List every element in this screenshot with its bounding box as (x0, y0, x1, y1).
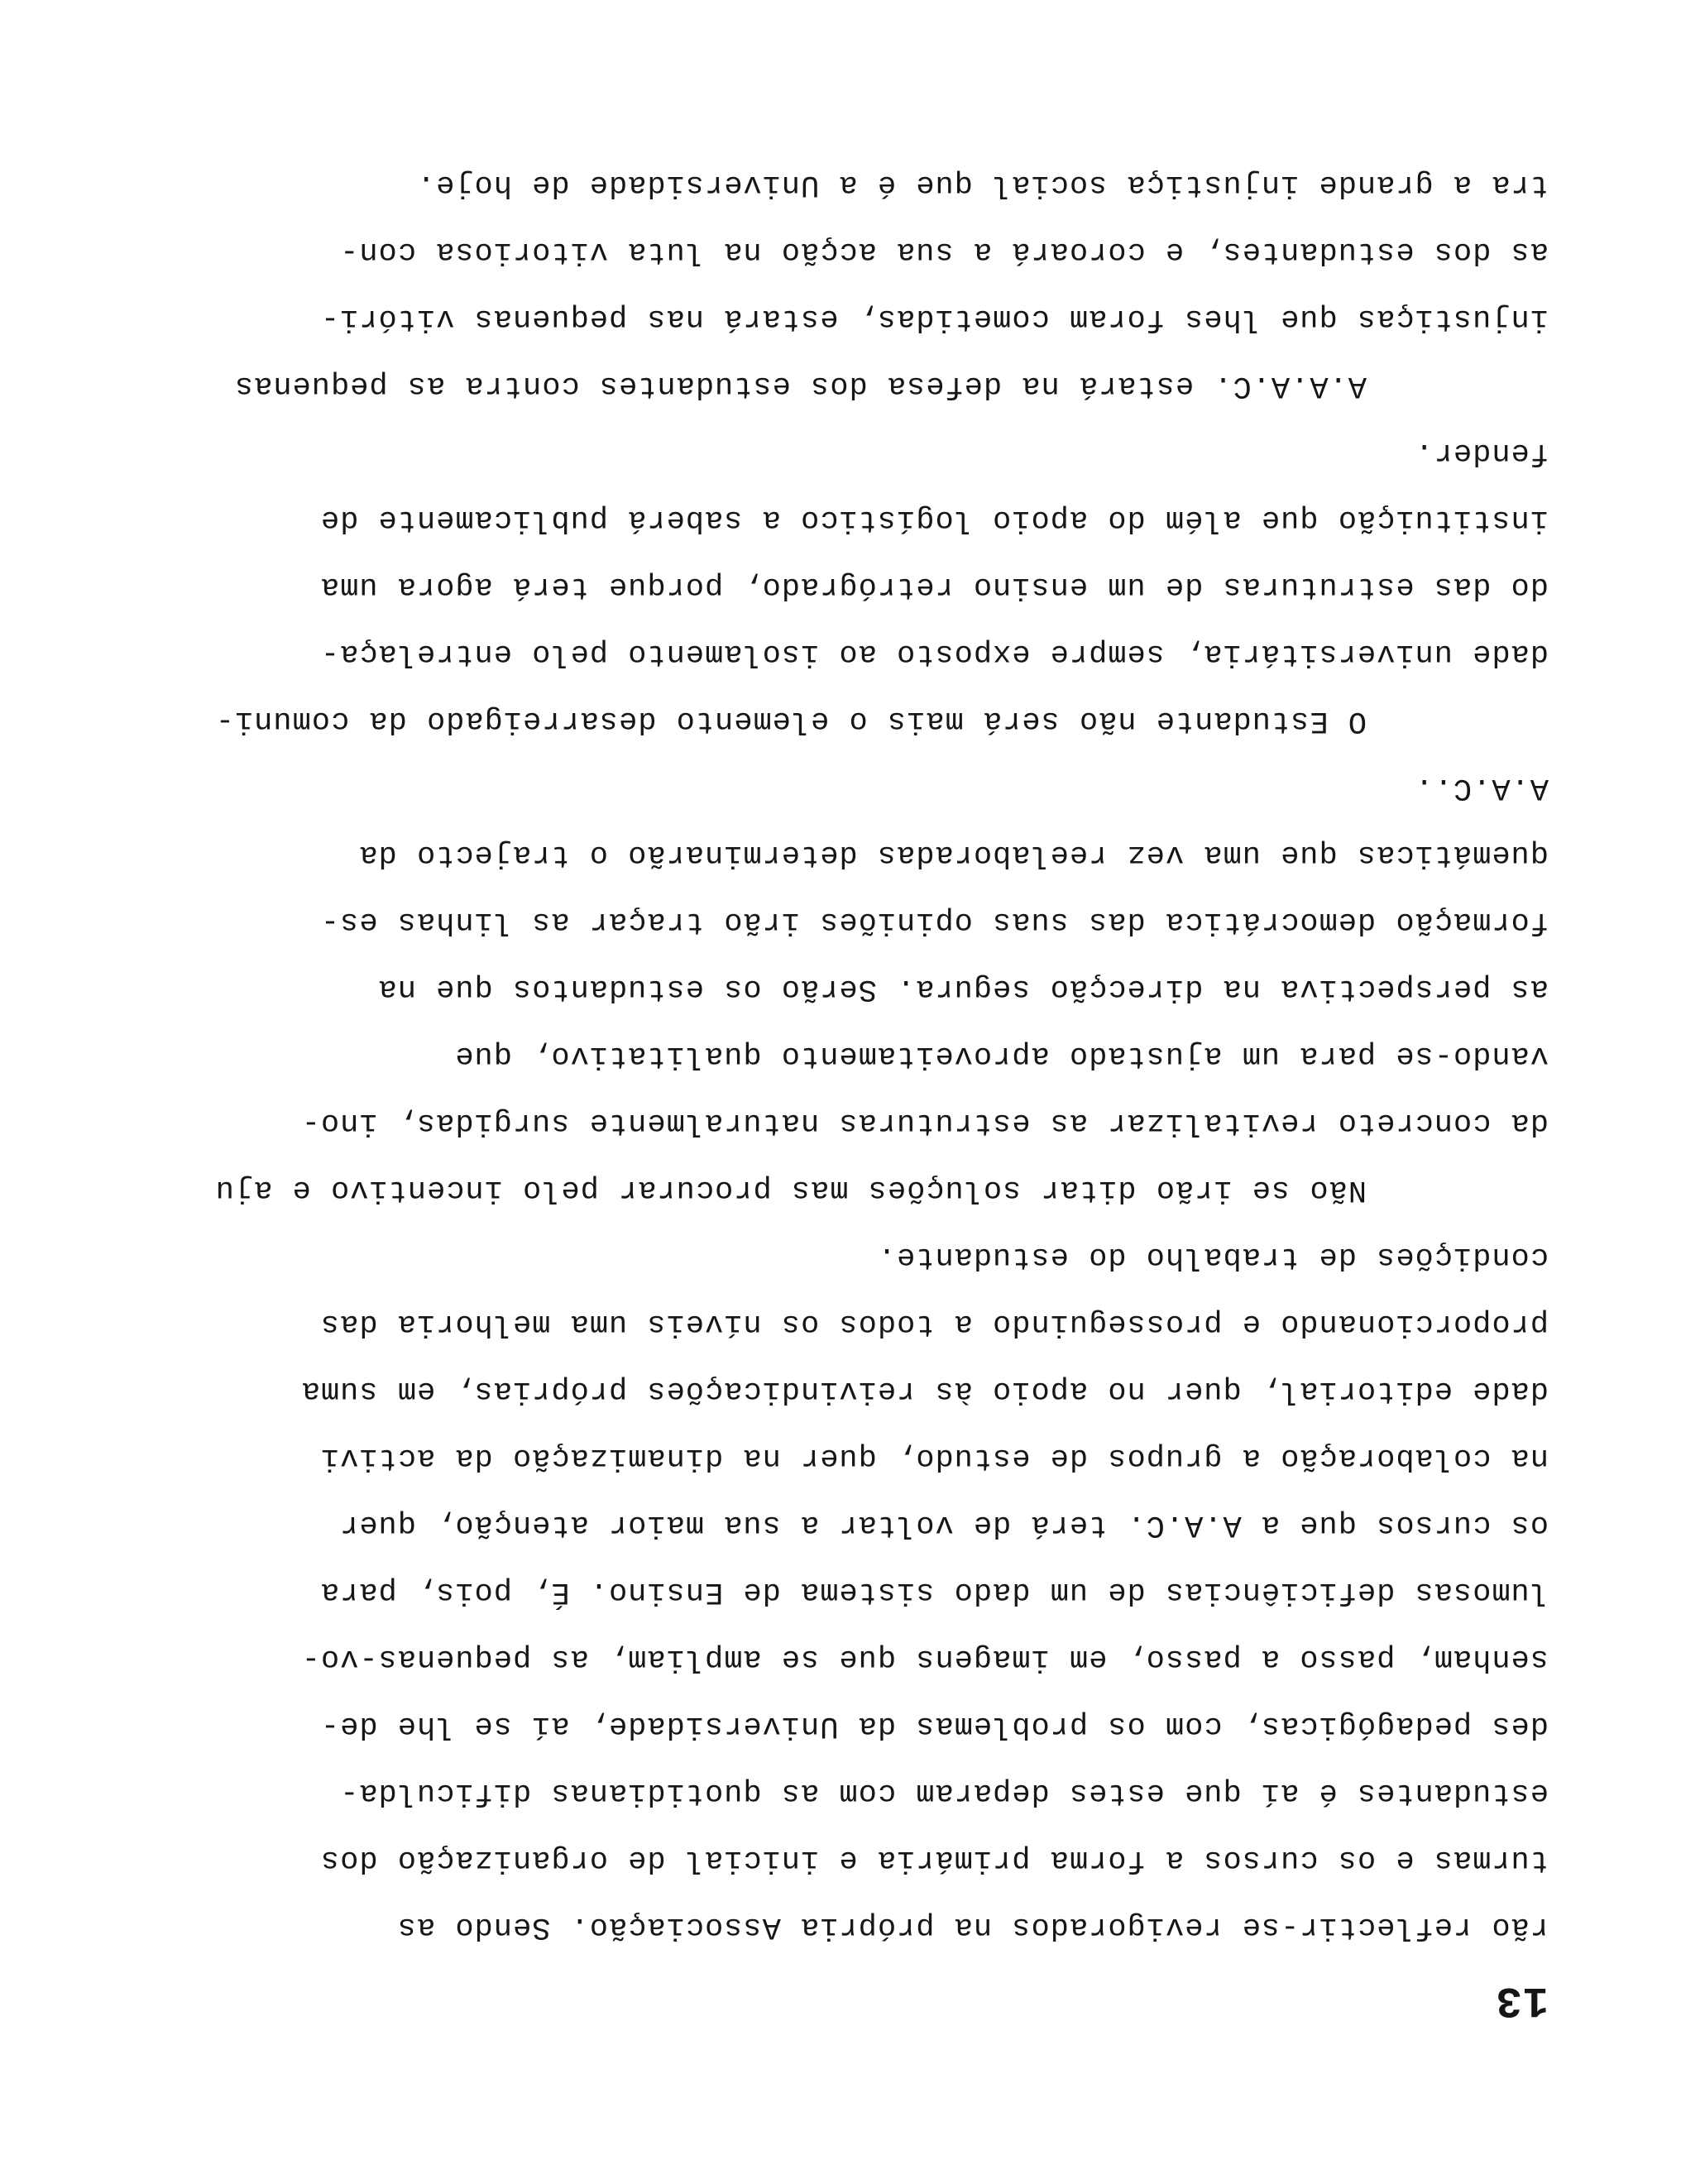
text-line: des pedagógicas, com os problemas da Universidade, aí se lhe de- (319, 1708, 1549, 1743)
text-line: proporcionando e prosseguindo a todos os níveis uma melhoria das (319, 1306, 1549, 1341)
text-line: injustiças que lhes foram cometidas, estará nas pequenas vitóri- (319, 301, 1549, 336)
text-line: O Estudante não será mais o elemento desarreigado da comuni- (214, 703, 1367, 738)
text-line: tra a grande injustiça social que é a Universidade de hoje. (415, 167, 1549, 202)
text-line: senham, passo a passo, em imagens que se ampliam, as pequenas-vo- (300, 1641, 1549, 1676)
page-number: 13 (1495, 1976, 1549, 2024)
text-line: lumosas deficiências de um dado sistema de Ensino. É, pois, para (319, 1574, 1549, 1609)
text-line: Não se irão ditar soluções mas procurar pelo incentivo e aju (214, 1172, 1367, 1207)
text-line: A.A.C.. (1414, 770, 1549, 805)
text-line: A.A.A.C. estará na defesa dos estudantes contra as pequenas (233, 368, 1367, 403)
text-line: turmas e os cursos a forma primária e inicial de organização dos (319, 1842, 1549, 1877)
text-line: as perspectiva na direcção segura. Serão os estudantos que na (377, 971, 1549, 1006)
text-line: os cursos que a A.A.C. terá de voltar a sua maior atenção, quer (339, 1507, 1549, 1542)
text-line: dade universitária, sempre exposto ao isolamento pelo entrelaça- (319, 636, 1549, 671)
text-line: da concreto revitalizar as estruturas naturalmente surgidas, ino- (300, 1105, 1549, 1140)
text-line: na colaboração a grupos de estudo, quer na dinamização da activi (319, 1440, 1549, 1475)
text-line: do das estruturas de um ensino retrógrado, porque terá agora uma (319, 569, 1549, 604)
text-line: condições de trabalho do estudante. (876, 1239, 1549, 1274)
paragraph-lines (142, 151, 1549, 1960)
text-line: quemáticas que uma vez reelaboradas determinarão o trajecto da (358, 837, 1549, 872)
text-line: instituição que além do apoio logístico a saberá publicamente de (319, 502, 1549, 537)
text-line: dade editorial, quer no apoio às reivindicações próprias, em suma (300, 1373, 1549, 1408)
text-line: estudantes é aí que estes deparam com as quotidianas dificulda- (339, 1775, 1549, 1810)
text-line: as dos estudantes, e coroará a sua acção na luta vitoriosa con- (339, 234, 1549, 269)
text-line: fender. (1414, 435, 1549, 470)
text-line: formação democrática das suas opiniões irão traçar as linhas es- (319, 904, 1549, 939)
text-block (142, 151, 1549, 2033)
text-line: vando-se para um ajustado aproveitamento qualitativo, que (454, 1038, 1549, 1073)
text-line: rão reflectir-se revigorados na própria Associação. Sendo as (396, 1909, 1549, 1944)
